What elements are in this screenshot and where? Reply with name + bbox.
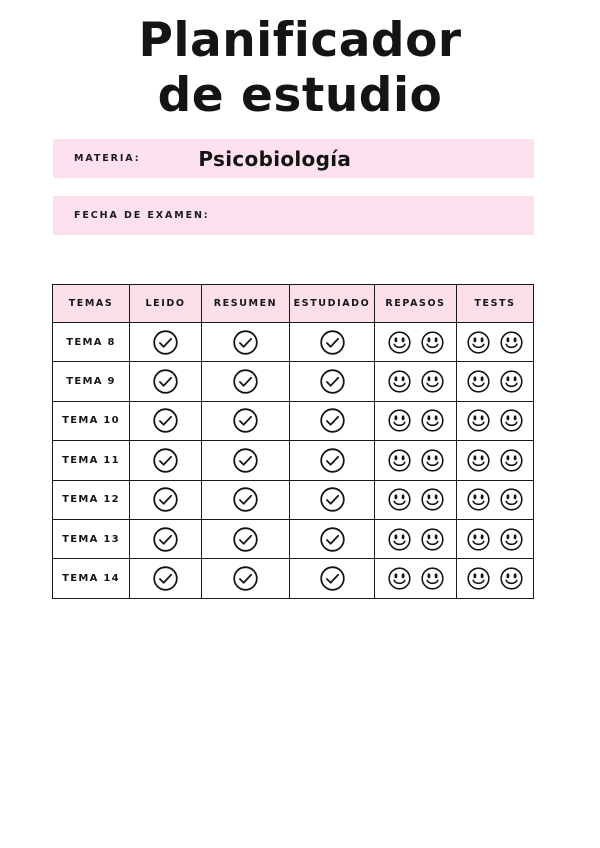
- check-circle-icon[interactable]: [202, 447, 289, 474]
- smiley-face-icon[interactable]: [387, 369, 412, 394]
- repasos-cell[interactable]: [375, 480, 457, 519]
- repasos-cell[interactable]: [375, 362, 457, 401]
- smiley-face-icon[interactable]: [387, 487, 412, 512]
- tests-cell-icons: [457, 527, 533, 552]
- smiley-face-icon[interactable]: [420, 527, 445, 552]
- page-title: [0, 14, 600, 123]
- resumen-checkbox-cell[interactable]: [202, 441, 290, 480]
- leido-checkbox-cell[interactable]: [130, 401, 202, 440]
- check-circle-icon[interactable]: [290, 329, 374, 356]
- table-body: [53, 323, 534, 599]
- smiley-face-icon[interactable]: [420, 487, 445, 512]
- resumen-checkbox-cell[interactable]: [202, 480, 290, 519]
- table-row: [53, 362, 534, 401]
- tests-cell[interactable]: [457, 323, 534, 362]
- estudiado-checkbox-cell[interactable]: [290, 362, 375, 401]
- smiley-face-icon[interactable]: [420, 330, 445, 355]
- table-row: [53, 480, 534, 519]
- repasos-cell[interactable]: [375, 519, 457, 558]
- repasos-cell-icons: [375, 487, 456, 512]
- topic-cell: TEMA 10: [53, 401, 130, 440]
- check-circle-icon[interactable]: [130, 526, 201, 553]
- repasos-cell-icons: [375, 448, 456, 473]
- tests-cell[interactable]: [457, 441, 534, 480]
- smiley-face-icon[interactable]: [387, 527, 412, 552]
- resumen-checkbox-cell[interactable]: [202, 559, 290, 598]
- materia-label: MATERIA:: [74, 153, 141, 164]
- materia-value[interactable]: Psicobiología: [198, 146, 352, 171]
- page-title-line-1: Planificador: [138, 13, 462, 68]
- smiley-face-icon[interactable]: [466, 369, 491, 394]
- smiley-face-icon[interactable]: [466, 408, 491, 433]
- check-circle-icon[interactable]: [130, 565, 201, 592]
- estudiado-checkbox-cell[interactable]: [290, 323, 375, 362]
- smiley-face-icon[interactable]: [466, 330, 491, 355]
- leido-checkbox-cell[interactable]: [130, 559, 202, 598]
- smiley-face-icon[interactable]: [499, 408, 524, 433]
- tests-cell-icons: [457, 408, 533, 433]
- tests-cell[interactable]: [457, 519, 534, 558]
- leido-checkbox-cell[interactable]: [130, 362, 202, 401]
- smiley-face-icon[interactable]: [499, 487, 524, 512]
- leido-checkbox-cell[interactable]: [130, 441, 202, 480]
- check-circle-icon[interactable]: [130, 486, 201, 513]
- repasos-cell[interactable]: [375, 441, 457, 480]
- check-circle-icon[interactable]: [130, 368, 201, 395]
- leido-checkbox-cell[interactable]: [130, 480, 202, 519]
- tests-cell-icons: [457, 330, 533, 355]
- smiley-face-icon[interactable]: [387, 448, 412, 473]
- smiley-face-icon[interactable]: [420, 408, 445, 433]
- smiley-face-icon[interactable]: [387, 566, 412, 591]
- check-circle-icon[interactable]: [202, 407, 289, 434]
- table-header: [53, 285, 534, 323]
- smiley-face-icon[interactable]: [499, 527, 524, 552]
- smiley-face-icon[interactable]: [499, 448, 524, 473]
- check-circle-icon[interactable]: [290, 486, 374, 513]
- smiley-face-icon[interactable]: [466, 566, 491, 591]
- estudiado-checkbox-cell[interactable]: [290, 559, 375, 598]
- column-header-tests: TESTS: [457, 285, 534, 323]
- check-circle-icon[interactable]: [202, 565, 289, 592]
- smiley-face-icon[interactable]: [466, 527, 491, 552]
- tests-cell[interactable]: [457, 401, 534, 440]
- table-row: [53, 519, 534, 558]
- column-header-estudiado: ESTUDIADO: [290, 285, 375, 323]
- smiley-face-icon[interactable]: [387, 408, 412, 433]
- check-circle-icon[interactable]: [290, 368, 374, 395]
- check-circle-icon[interactable]: [130, 329, 201, 356]
- table-row: [53, 401, 534, 440]
- estudiado-checkbox-cell[interactable]: [290, 519, 375, 558]
- resumen-checkbox-cell[interactable]: [202, 401, 290, 440]
- topic-cell: TEMA 13: [53, 519, 130, 558]
- smiley-face-icon[interactable]: [499, 369, 524, 394]
- repasos-cell-icons: [375, 408, 456, 433]
- smiley-face-icon[interactable]: [499, 330, 524, 355]
- topic-cell: TEMA 12: [53, 480, 130, 519]
- repasos-cell[interactable]: [375, 559, 457, 598]
- check-circle-icon[interactable]: [202, 329, 289, 356]
- check-circle-icon[interactable]: [130, 407, 201, 434]
- repasos-cell[interactable]: [375, 401, 457, 440]
- materia-field[interactable]: [53, 139, 534, 178]
- repasos-cell-icons: [375, 369, 456, 394]
- tests-cell[interactable]: [457, 362, 534, 401]
- column-header-resumen: RESUMEN: [202, 285, 290, 323]
- resumen-checkbox-cell[interactable]: [202, 323, 290, 362]
- smiley-face-icon[interactable]: [466, 487, 491, 512]
- check-circle-icon[interactable]: [130, 447, 201, 474]
- repasos-cell[interactable]: [375, 323, 457, 362]
- tests-cell[interactable]: [457, 480, 534, 519]
- column-header-temas: TEMAS: [53, 285, 130, 323]
- estudiado-checkbox-cell[interactable]: [290, 401, 375, 440]
- fecha-examen-label: FECHA DE EXAMEN:: [74, 210, 210, 221]
- tests-cell-icons: [457, 487, 533, 512]
- table-header-row: [53, 285, 534, 323]
- tests-cell-icons: [457, 448, 533, 473]
- smiley-face-icon[interactable]: [420, 448, 445, 473]
- smiley-face-icon[interactable]: [466, 448, 491, 473]
- repasos-cell-icons: [375, 527, 456, 552]
- study-planner-table: [52, 284, 534, 599]
- tests-cell[interactable]: [457, 559, 534, 598]
- topic-cell: TEMA 8: [53, 323, 130, 362]
- leido-checkbox-cell[interactable]: [130, 323, 202, 362]
- topic-cell: TEMA 14: [53, 559, 130, 598]
- check-circle-icon[interactable]: [290, 447, 374, 474]
- column-header-leido: LEIDO: [130, 285, 202, 323]
- check-circle-icon[interactable]: [290, 407, 374, 434]
- repasos-cell-icons: [375, 566, 456, 591]
- estudiado-checkbox-cell[interactable]: [290, 480, 375, 519]
- smiley-face-icon[interactable]: [420, 369, 445, 394]
- topic-cell: TEMA 11: [53, 441, 130, 480]
- table-row: [53, 559, 534, 598]
- check-circle-icon[interactable]: [202, 526, 289, 553]
- repasos-cell-icons: [375, 330, 456, 355]
- check-circle-icon[interactable]: [202, 368, 289, 395]
- table-row: [53, 323, 534, 362]
- fecha-examen-field[interactable]: [53, 196, 534, 235]
- check-circle-icon[interactable]: [202, 486, 289, 513]
- column-header-repasos: REPASOS: [375, 285, 457, 323]
- page-title-line-2: de estudio: [157, 67, 443, 123]
- smiley-face-icon[interactable]: [499, 566, 524, 591]
- leido-checkbox-cell[interactable]: [130, 519, 202, 558]
- tests-cell-icons: [457, 566, 533, 591]
- check-circle-icon[interactable]: [290, 526, 374, 553]
- smiley-face-icon[interactable]: [387, 330, 412, 355]
- estudiado-checkbox-cell[interactable]: [290, 441, 375, 480]
- topic-cell: TEMA 9: [53, 362, 130, 401]
- resumen-checkbox-cell[interactable]: [202, 519, 290, 558]
- tests-cell-icons: [457, 369, 533, 394]
- check-circle-icon[interactable]: [290, 565, 374, 592]
- table-row: [53, 441, 534, 480]
- resumen-checkbox-cell[interactable]: [202, 362, 290, 401]
- smiley-face-icon[interactable]: [420, 566, 445, 591]
